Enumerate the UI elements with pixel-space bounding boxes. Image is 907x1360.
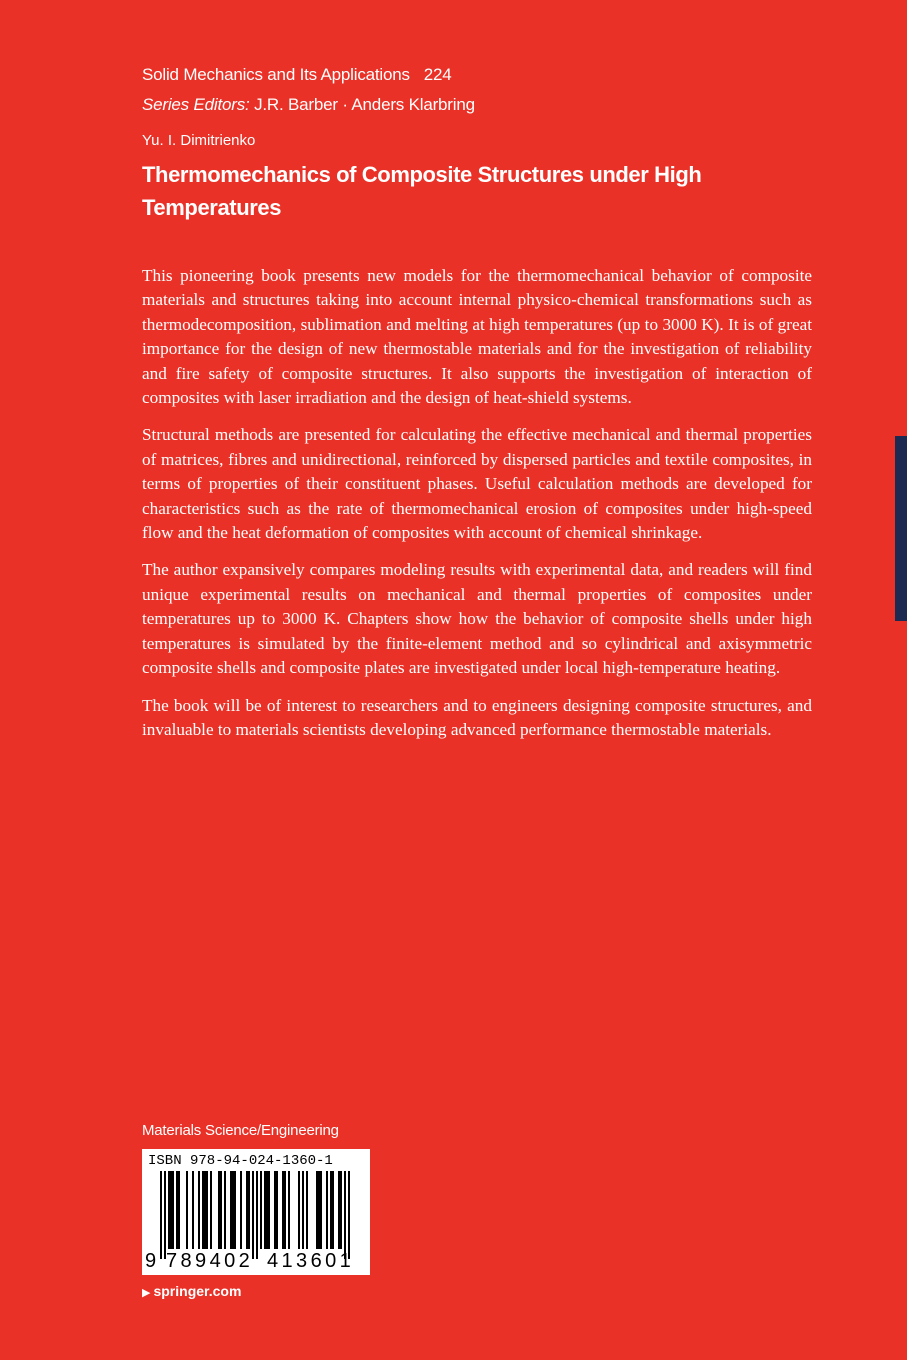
barcode-bar bbox=[302, 1171, 304, 1249]
subject-category: Materials Science/Engineering bbox=[142, 1122, 339, 1139]
barcode-bar bbox=[348, 1171, 350, 1259]
barcode-bar bbox=[246, 1171, 248, 1249]
publisher-website-text[interactable]: springer.com bbox=[153, 1283, 242, 1299]
barcode-digits-left: 789402 bbox=[166, 1250, 254, 1272]
barcode-bar bbox=[168, 1171, 170, 1249]
barcode-bar bbox=[266, 1171, 268, 1249]
barcode-bar bbox=[326, 1171, 328, 1249]
barcode-bar bbox=[318, 1171, 320, 1249]
barcode-bar bbox=[274, 1171, 276, 1249]
isbn-label: ISBN 978-94-024-1360-1 bbox=[148, 1153, 333, 1169]
barcode-bar bbox=[206, 1171, 208, 1249]
barcode-bar bbox=[220, 1171, 222, 1249]
barcode-bar bbox=[160, 1171, 162, 1259]
barcode-bar bbox=[276, 1171, 278, 1249]
triangle-right-icon: ▶ bbox=[142, 1287, 151, 1299]
barcode-bar bbox=[172, 1171, 174, 1249]
barcode-bar bbox=[192, 1171, 194, 1249]
barcode-bar bbox=[264, 1171, 266, 1249]
barcode-bar bbox=[170, 1171, 172, 1249]
barcode-bar bbox=[248, 1171, 250, 1249]
barcode-bar bbox=[284, 1171, 286, 1249]
book-description bbox=[142, 264, 812, 755]
barcode-bar bbox=[230, 1171, 232, 1249]
barcode-bar bbox=[198, 1171, 200, 1249]
barcode-bar bbox=[218, 1171, 220, 1249]
barcode-bar bbox=[252, 1171, 254, 1259]
barcode-bar bbox=[164, 1171, 166, 1259]
isbn-barcode bbox=[142, 1149, 370, 1275]
barcode-bar bbox=[178, 1171, 180, 1249]
barcode-bar bbox=[282, 1171, 284, 1249]
barcode-bar bbox=[338, 1171, 340, 1249]
series-editors-label: Series Editors: bbox=[142, 95, 250, 114]
barcode-bar bbox=[176, 1171, 178, 1249]
description-paragraph: Structural methods are presented for calculating the effective mechanical and thermal properties of matrices, fibres and unidirectional, reinforced by dispersed particles and textile composites, in terms of properties of their constituent phases. Useful calculation methods are developed for characteristics such as the rate of thermomechanical erosion of composites under high-speed flow and the heat deformation of composites with account of chemical shrinkage. bbox=[142, 425, 812, 543]
description-paragraph: The author expansively compares modeling results with experimental data, and readers will find unique experimental results on mechanical and thermal properties of composites under temperatures up to 3000 K. Chapters show how the behavior of composite shells under high temperatures is simulated by the finite-element method and so cylindrical and axisymmetric composite shells and composite plates are investigated under local high-temperature heating. bbox=[142, 560, 812, 678]
barcode-bar bbox=[256, 1171, 258, 1259]
spine-accent-bar bbox=[895, 436, 907, 621]
barcode-bar bbox=[186, 1171, 188, 1249]
barcode-bar bbox=[224, 1171, 226, 1249]
barcode-bar bbox=[306, 1171, 308, 1249]
barcode-bar bbox=[316, 1171, 318, 1249]
series-number: 224 bbox=[423, 65, 452, 84]
barcode-bar bbox=[240, 1171, 242, 1249]
barcode-bar bbox=[332, 1171, 334, 1249]
series-line bbox=[142, 63, 452, 87]
series-name: Solid Mechanics and Its Applications bbox=[142, 65, 410, 84]
barcode-bar bbox=[210, 1171, 212, 1249]
description-paragraph: The book will be of interest to researchers and to engineers designing composite structures, and invaluable to materials scientists developing advanced performance thermostable materials. bbox=[142, 695, 812, 739]
barcode-bar bbox=[344, 1171, 346, 1259]
book-author: Yu. I. Dimitrienko bbox=[142, 132, 256, 149]
barcode-bar bbox=[288, 1171, 290, 1249]
barcode-bar bbox=[232, 1171, 234, 1249]
barcode-bar bbox=[202, 1171, 204, 1249]
barcode-bar bbox=[204, 1171, 206, 1249]
barcode-bar bbox=[320, 1171, 322, 1249]
description-paragraph: This pioneering book presents new models for the thermomechanical behavior of composite materials and structures taking into account internal physico-chemical transformations such as thermodecomposition, sublimation and melting at high temperatures (up to 3000 K). It is of great importance for the design of new thermostable materials and for the investigation of reliability and fire safety of composite structures. It also supports the investigation of interaction of composites with laser irradiation and the design of heat-shield systems. bbox=[142, 266, 812, 408]
barcode-bar bbox=[268, 1171, 270, 1249]
barcode-digits-right: 413601 bbox=[267, 1250, 355, 1272]
publisher-website[interactable] bbox=[142, 1281, 241, 1303]
barcode-bar bbox=[330, 1171, 332, 1249]
book-title: Thermomechanics of Composite Structures under High Temperatures bbox=[142, 162, 702, 220]
barcode-bar bbox=[234, 1171, 236, 1249]
barcode-digit-first: 9 bbox=[145, 1250, 157, 1272]
barcode-bar bbox=[298, 1171, 300, 1249]
barcode-bar bbox=[340, 1171, 342, 1249]
series-editors bbox=[142, 93, 475, 117]
barcode-bar bbox=[260, 1171, 262, 1249]
series-editors-names: J.R. Barber · Anders Klarbring bbox=[254, 95, 475, 114]
